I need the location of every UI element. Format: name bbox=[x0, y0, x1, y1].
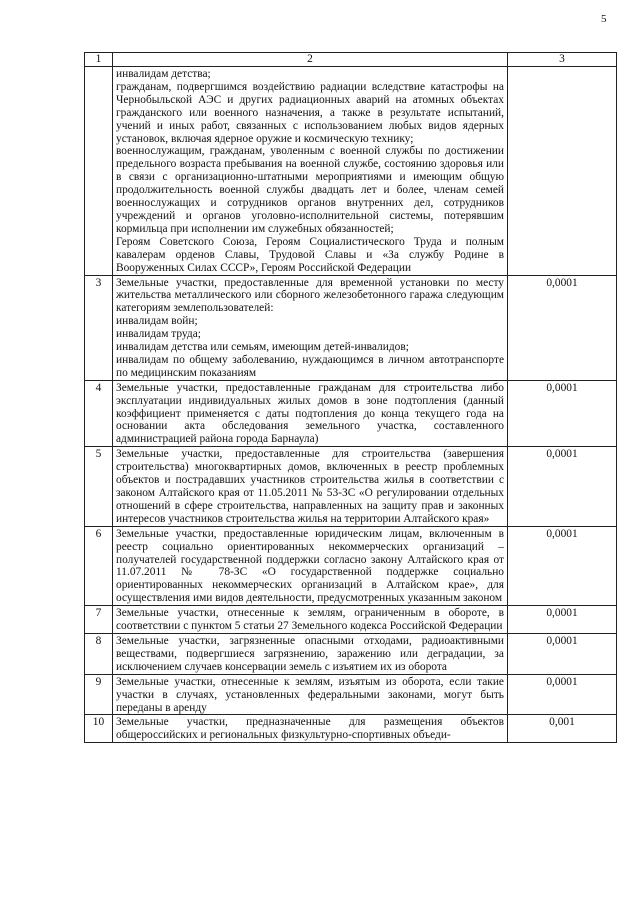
table-row bbox=[85, 633, 617, 674]
row-value: 0,0001 bbox=[508, 380, 617, 447]
row-number: 8 bbox=[85, 633, 113, 674]
header-col-2: 2 bbox=[113, 53, 508, 67]
row-text bbox=[113, 380, 508, 447]
row-line: инвалидам детства или семьям, имеющим детей-инвалидов; bbox=[116, 341, 409, 354]
row-text bbox=[113, 674, 508, 715]
header-col-1: 1 bbox=[85, 53, 113, 67]
row-number: 7 bbox=[85, 606, 113, 634]
row-value bbox=[508, 67, 617, 276]
row-value: 0,0001 bbox=[508, 633, 617, 674]
row-text bbox=[113, 275, 508, 380]
row-line: инвалидам войн; bbox=[116, 315, 198, 328]
row-value: 0,0001 bbox=[508, 606, 617, 634]
row-line: Земельные участки, предназначенные для размещения объектов общероссийских и региональных физкультурно-спортивных объеди- bbox=[116, 716, 504, 742]
row-line: военнослужащим, гражданам, уволенным с военной службы по достижении предельного возраста пребывания на военной службе, состоянию здоровья или в связи с организационно-штатными мероприятиями и имеющим общую продолжительность военной службы двадцать лет и более, членам семей военнослужащих и сотрудников органов внутренних дел, сотрудников учреждений и органов уголовно-исполнительной системы, потерявшим кормильца при исполнении им служебных обязанностей; bbox=[116, 145, 504, 235]
row-text bbox=[113, 67, 508, 276]
row-line: Земельные участки, предоставленные для временной установки по месту жительства металлического или сборного железобетонного гаража следующим категориям землепользователей: bbox=[116, 276, 504, 315]
row-line: Земельные участки, предоставленные юридическим лицам, включенным в реестр социально ориентированных некоммерческих организаций – получателей государственной поддержки согласно закону Алтайского края от 11.07.2011 № 78-ЗС «О государственной поддержке социально ориентированных некоммерческих организаций в Алтайском крае», для осуществления ими видов деятельности, предусмотренных указанным законом bbox=[116, 527, 504, 605]
row-line: Земельные участки, предоставленные гражданам для строительства либо эксплуатации индивидуальных жилых домов в зоне подтопления (данный коэффициент применяется с даты подтопления до конца текущего года на основании акта обследования земельного участка, составленного администрацией района города Барнаула) bbox=[116, 381, 504, 446]
row-line: инвалидам труда; bbox=[116, 328, 201, 341]
row-number bbox=[85, 67, 113, 276]
page-number: 5 bbox=[601, 13, 607, 25]
row-value: 0,0001 bbox=[508, 674, 617, 715]
table-row bbox=[85, 447, 617, 526]
row-value: 0,0001 bbox=[508, 526, 617, 605]
row-line: Земельные участки, загрязненные опасными отходами, радиоактивными веществами, подвергшиеся загрязнению, заражению или деградации, за исключением случаев консервации земель с изъятием их из оборота bbox=[116, 634, 504, 673]
row-value: 0,0001 bbox=[508, 275, 617, 380]
row-line: Земельные участки, предоставленные для строительства (завершения строительства) многоквартирных домов, включенных в реестр проблемных объектов и пострадавших участников строительства жилья в соответствии с законом Алтайского края от 11.05.2011 № 53-ЗС «О регулировании отдельных отношений в сфере строительства, направленных на защиту прав и законных интересов участников строительства жилья на территории Алтайского края» bbox=[116, 448, 504, 525]
header-col-3: 3 bbox=[508, 53, 617, 67]
table-row bbox=[85, 526, 617, 605]
coefficient-table bbox=[84, 52, 617, 743]
row-number: 9 bbox=[85, 674, 113, 715]
row-line: Земельные участки, отнесенные к землям, ограниченным в обороте, в соответствии с пунктом 5 статьи 27 Земельного кодекса Российской Федерации bbox=[116, 607, 504, 633]
table-row bbox=[85, 275, 617, 380]
row-number: 10 bbox=[85, 715, 113, 743]
row-line: инвалидам по общему заболеванию, нуждающимся в личном автотранспорте по медицинским показаниям bbox=[116, 353, 504, 379]
row-text bbox=[113, 715, 508, 743]
row-line: Земельные участки, отнесенные к землям, изъятым из оборота, если такие участки в случаях, установленных федеральными законами, могут быть переданы в аренду bbox=[116, 675, 504, 714]
row-line: гражданам, подвергшимся воздействию радиации вследствие катастрофы на Чернобыльской АЭС и других радиационных аварий на атомных объектах гражданского или военного назначения, а также в результате испытаний, учений и иных работ, связанных с использованием любых видов ядерных установок, включая ядерное оружие и космическую технику; bbox=[116, 80, 504, 145]
row-line: Героям Советского Союза, Героям Социалистического Труда и полным кавалерам орденов Славы, Трудовой Славы и «За службу Родине в Вооруженных Силах СССР», Героям Российской Федерации bbox=[116, 235, 504, 274]
table-row-continued bbox=[85, 67, 617, 276]
row-number: 3 bbox=[85, 275, 113, 380]
row-line: инвалидам детства; bbox=[116, 68, 211, 80]
table-header-row bbox=[85, 53, 617, 67]
row-value: 0,001 bbox=[508, 715, 617, 743]
row-text bbox=[113, 606, 508, 634]
row-text bbox=[113, 526, 508, 605]
table-row bbox=[85, 715, 617, 743]
table-row bbox=[85, 674, 617, 715]
row-number: 6 bbox=[85, 526, 113, 605]
table-row bbox=[85, 380, 617, 447]
row-number: 5 bbox=[85, 447, 113, 526]
row-text bbox=[113, 447, 508, 526]
row-number: 4 bbox=[85, 380, 113, 447]
table-row bbox=[85, 606, 617, 634]
row-value: 0,0001 bbox=[508, 447, 617, 526]
row-text bbox=[113, 633, 508, 674]
